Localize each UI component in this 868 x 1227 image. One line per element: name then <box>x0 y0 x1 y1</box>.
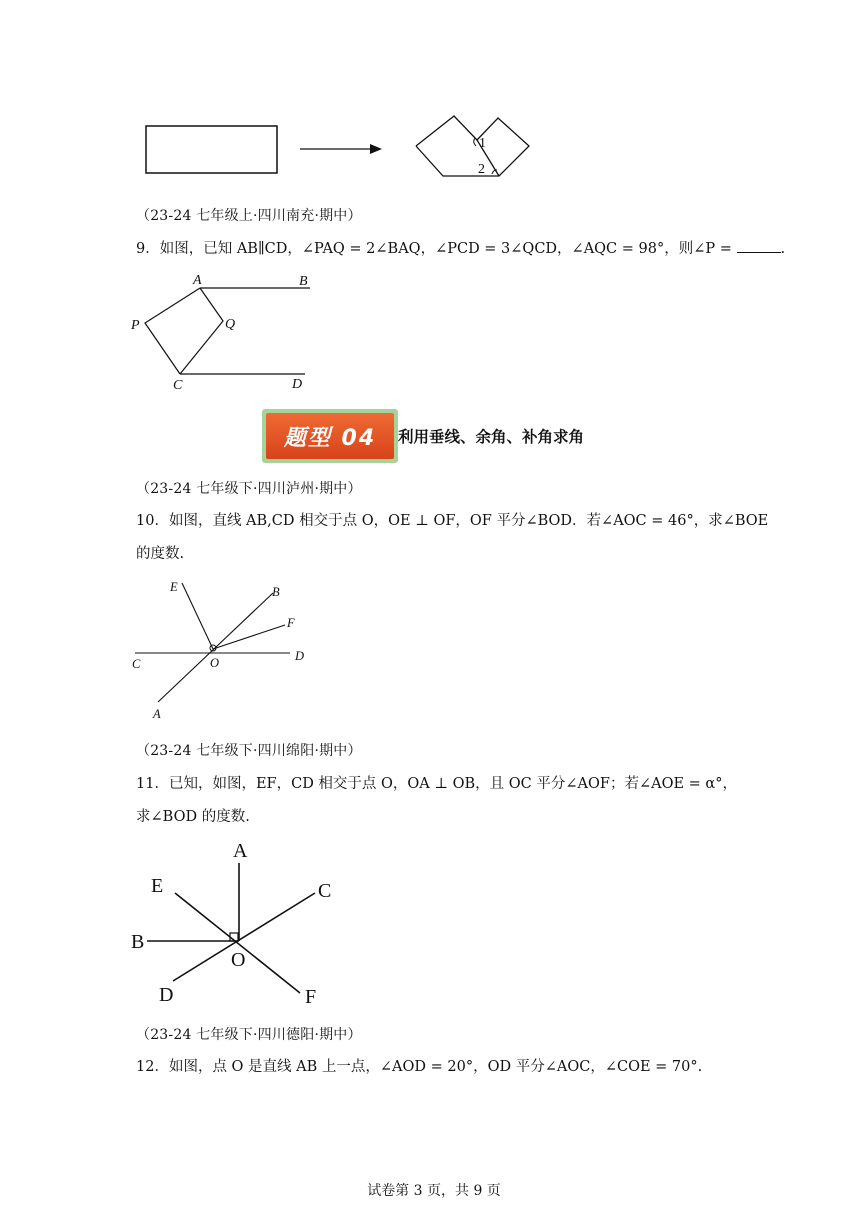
q11-line2: 求∠BOD 的度数. <box>136 809 250 825</box>
section-badge <box>262 409 398 463</box>
label-D: D <box>292 377 303 392</box>
q11-figure <box>125 835 355 1010</box>
q10-figure <box>125 575 315 725</box>
q11-source: （23-24 七年级下·四川绵阳·期中） <box>136 743 362 759</box>
q9-figure <box>125 268 325 393</box>
label-F: F <box>287 616 295 630</box>
q10-source: （23-24 七年级下·四川泸州·期中） <box>136 481 362 497</box>
label-C: C <box>318 880 332 902</box>
angle-2-label: 2 <box>478 162 485 177</box>
label-A: A <box>153 707 161 721</box>
label-B: B <box>299 274 308 289</box>
label-O: O <box>231 949 246 971</box>
q9-text <box>136 238 785 260</box>
q9-end: . <box>780 241 786 257</box>
label-B: B <box>272 585 280 599</box>
label-E: E <box>170 580 178 594</box>
q12-text: 12．如图，点 O 是直线 AB 上一点，∠AOD = 20°，OD 平分∠AOC，∠COE = 70°. <box>136 1059 703 1075</box>
label-E: E <box>151 875 164 897</box>
label-P: P <box>131 318 140 333</box>
badge-label: 题型 04 <box>266 413 394 459</box>
label-O: O <box>210 656 220 670</box>
paper-fold-figure <box>140 110 540 185</box>
label-C: C <box>173 378 183 393</box>
ray-OE <box>182 583 213 649</box>
q10-line1: 10．如图，直线 AB,CD 相交于点 O，OE ⊥ OF，OF 平分∠BOD．若∠AOC = 46°，求∠BOE <box>136 513 769 529</box>
section-title: 利用垂线、余角、补角求角 <box>398 428 585 446</box>
label-D: D <box>159 984 174 1006</box>
rectangle-paper <box>146 126 277 173</box>
label-C: C <box>132 657 141 671</box>
q9-statement: 9．如图，已知 AB∥CD，∠PAQ = 2∠BAQ，∠PCD = 3∠QCD，∠AQC = 98°，则∠P = <box>136 241 732 257</box>
arrow-head <box>370 144 382 154</box>
q12-source: （23-24 七年级下·四川德阳·期中） <box>136 1027 362 1043</box>
label-B: B <box>131 931 145 953</box>
ray-OF <box>213 625 285 649</box>
angle-1-label: 1 <box>479 136 486 151</box>
segment-A-Q-C <box>180 288 223 374</box>
label-Q: Q <box>225 317 236 332</box>
line-EF <box>175 893 300 993</box>
segment-A-P-C <box>145 288 200 374</box>
page-footer: 试卷第 3 页，共 9 页 <box>367 1183 501 1199</box>
label-F: F <box>305 986 317 1008</box>
label-A: A <box>233 840 248 862</box>
q11-line1: 11．已知，如图，EF，CD 相交于点 O，OA ⊥ OB，且 OC 平分∠AOF；若∠AOE = α°， <box>136 776 737 792</box>
q10-line2: 的度数. <box>136 546 185 562</box>
q9-answer-blank[interactable] <box>737 238 781 253</box>
q9-source: （23-24 七年级上·四川南充·期中） <box>136 208 362 224</box>
folded-paper-outline <box>416 116 529 176</box>
label-D: D <box>295 649 305 663</box>
label-A: A <box>193 273 202 288</box>
